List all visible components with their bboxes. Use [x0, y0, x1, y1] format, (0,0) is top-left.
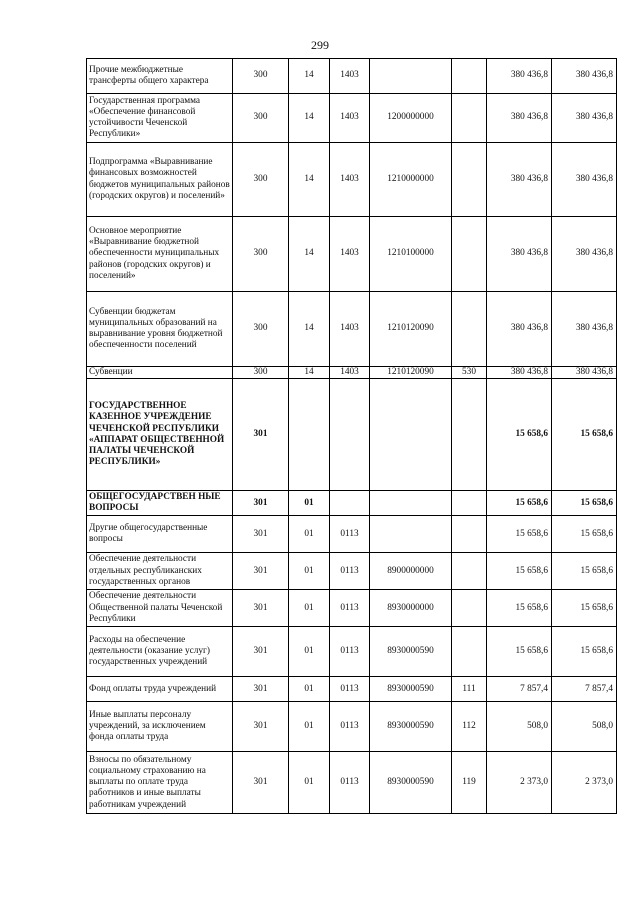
row-expense-type-code — [452, 94, 487, 143]
row-target-code: 1200000000 — [370, 94, 452, 143]
row-name: Обеспечение деятельности отдельных республиканских государственных органов — [87, 553, 233, 590]
row-name: Обеспечение деятельности Общественной палаты Чеченской Республики — [87, 590, 233, 627]
row-expense-type-code — [452, 553, 487, 590]
row-subsection-code: 1403 — [330, 367, 370, 379]
row-target-code: 1210120090 — [370, 367, 452, 379]
row-target-code: 1210100000 — [370, 217, 452, 292]
row-amount-2: 15 658,6 — [552, 516, 617, 553]
row-section-code: 01 — [289, 590, 330, 627]
row-amount-1: 7 857,4 — [487, 677, 552, 702]
row-amount-2: 380 436,8 — [552, 59, 617, 94]
row-subsection-code: 1403 — [330, 217, 370, 292]
row-name: Взносы по обязательному социальному страхованию на выплаты по оплате труда работников и иные выплаты работникам учреждений — [87, 752, 233, 814]
row-subsection-code: 0113 — [330, 702, 370, 752]
row-amount-2: 7 857,4 — [552, 677, 617, 702]
table-row — [87, 143, 617, 217]
table-row — [87, 516, 617, 553]
table-row — [87, 677, 617, 702]
row-name: Подпрограмма «Выравнивание финансовых возможностей бюджетов муниципальных районов (городских округов) и поселений» — [87, 143, 233, 217]
row-section-code: 01 — [289, 752, 330, 814]
row-name: Государственная программа «Обеспечение финансовой устойчивости Чеченской Республики» — [87, 94, 233, 143]
page-number: 299 — [311, 38, 329, 52]
row-ved-code: 300 — [233, 94, 289, 143]
row-amount-2: 15 658,6 — [552, 590, 617, 627]
row-target-code — [370, 491, 452, 516]
row-section-code: 01 — [289, 627, 330, 677]
row-subsection-code: 0113 — [330, 516, 370, 553]
row-name: Расходы на обеспечение деятельности (оказание услуг) государственных учреждений — [87, 627, 233, 677]
row-amount-1: 380 436,8 — [487, 292, 552, 367]
table-row — [87, 752, 617, 814]
table-row — [87, 59, 617, 94]
row-name: Фонд оплаты труда учреждений — [87, 677, 233, 702]
row-target-code: 8900000000 — [370, 553, 452, 590]
row-amount-2: 380 436,8 — [552, 292, 617, 367]
row-amount-2: 380 436,8 — [552, 367, 617, 379]
row-target-code: 8930000590 — [370, 702, 452, 752]
row-amount-1: 380 436,8 — [487, 143, 552, 217]
row-ved-code: 300 — [233, 292, 289, 367]
row-expense-type-code — [452, 59, 487, 94]
row-amount-1: 15 658,6 — [487, 553, 552, 590]
row-ved-code: 300 — [233, 143, 289, 217]
row-expense-type-code — [452, 292, 487, 367]
row-amount-1: 15 658,6 — [487, 491, 552, 516]
row-expense-type-code: 119 — [452, 752, 487, 814]
row-name: Субвенции бюджетам муниципальных образований на выравнивание уровня бюджетной обеспеченности поселений — [87, 292, 233, 367]
row-name: Основное мероприятие «Выравнивание бюджетной обеспеченности муниципальных районов (городских округов) и поселений» — [87, 217, 233, 292]
row-section-code: 14 — [289, 217, 330, 292]
row-name: Иные выплаты персоналу учреждений, за исключением фонда оплаты труда — [87, 702, 233, 752]
row-target-code: 1210120090 — [370, 292, 452, 367]
row-ved-code: 301 — [233, 677, 289, 702]
row-subsection-code: 1403 — [330, 143, 370, 217]
row-ved-code: 301 — [233, 752, 289, 814]
row-amount-2: 15 658,6 — [552, 553, 617, 590]
row-section-code: 14 — [289, 367, 330, 379]
row-name: Прочие межбюджетные трансферты общего характера — [87, 59, 233, 94]
row-target-code — [370, 516, 452, 553]
row-amount-1: 380 436,8 — [487, 217, 552, 292]
row-amount-1: 2 373,0 — [487, 752, 552, 814]
row-target-code: 8930000590 — [370, 752, 452, 814]
table-row — [87, 379, 617, 491]
row-ved-code: 301 — [233, 553, 289, 590]
row-subsection-code: 0113 — [330, 677, 370, 702]
row-amount-1: 15 658,6 — [487, 516, 552, 553]
table-row — [87, 590, 617, 627]
table-row — [87, 292, 617, 367]
row-expense-type-code — [452, 516, 487, 553]
row-subsection-code — [330, 379, 370, 491]
row-section-code: 01 — [289, 491, 330, 516]
row-amount-2: 380 436,8 — [552, 94, 617, 143]
row-ved-code: 300 — [233, 59, 289, 94]
row-target-code — [370, 59, 452, 94]
row-expense-type-code — [452, 590, 487, 627]
row-name: Другие общегосударственные вопросы — [87, 516, 233, 553]
row-amount-1: 508,0 — [487, 702, 552, 752]
row-section-code: 14 — [289, 292, 330, 367]
row-amount-1: 380 436,8 — [487, 94, 552, 143]
row-amount-1: 15 658,6 — [487, 627, 552, 677]
table-row — [87, 94, 617, 143]
row-section-code: 01 — [289, 677, 330, 702]
row-expense-type-code — [452, 143, 487, 217]
row-ved-code: 300 — [233, 367, 289, 379]
row-target-code — [370, 379, 452, 491]
row-subsection-code: 0113 — [330, 627, 370, 677]
row-section-code: 14 — [289, 59, 330, 94]
row-ved-code: 301 — [233, 491, 289, 516]
row-amount-1: 380 436,8 — [487, 367, 552, 379]
table-row — [87, 553, 617, 590]
row-amount-1: 380 436,8 — [487, 59, 552, 94]
row-expense-type-code: 111 — [452, 677, 487, 702]
row-ved-code: 301 — [233, 516, 289, 553]
row-target-code: 8930000590 — [370, 627, 452, 677]
row-section-code: 14 — [289, 94, 330, 143]
row-expense-type-code: 112 — [452, 702, 487, 752]
table-row — [87, 702, 617, 752]
row-amount-2: 15 658,6 — [552, 627, 617, 677]
table-row — [87, 627, 617, 677]
row-subsection-code: 1403 — [330, 94, 370, 143]
row-ved-code: 301 — [233, 702, 289, 752]
row-subsection-code: 0113 — [330, 590, 370, 627]
row-expense-type-code: 530 — [452, 367, 487, 379]
row-amount-2: 15 658,6 — [552, 379, 617, 491]
table-body — [87, 59, 617, 814]
row-ved-code: 301 — [233, 379, 289, 491]
row-subsection-code: 1403 — [330, 59, 370, 94]
row-section-code: 14 — [289, 143, 330, 217]
row-amount-2: 380 436,8 — [552, 217, 617, 292]
row-name: Субвенции — [87, 367, 233, 379]
row-section-code: 01 — [289, 553, 330, 590]
row-amount-1: 15 658,6 — [487, 379, 552, 491]
row-target-code: 8930000000 — [370, 590, 452, 627]
row-expense-type-code — [452, 627, 487, 677]
row-target-code: 8930000590 — [370, 677, 452, 702]
row-expense-type-code — [452, 491, 487, 516]
row-subsection-code: 0113 — [330, 553, 370, 590]
row-amount-1: 15 658,6 — [487, 590, 552, 627]
row-expense-type-code — [452, 217, 487, 292]
row-subsection-code: 1403 — [330, 292, 370, 367]
table-row — [87, 367, 617, 379]
row-section-code: 01 — [289, 702, 330, 752]
table-row — [87, 217, 617, 292]
row-ved-code: 301 — [233, 627, 289, 677]
row-ved-code: 301 — [233, 590, 289, 627]
row-amount-2: 380 436,8 — [552, 143, 617, 217]
row-name: ГОСУДАРСТВЕННОЕ КАЗЕННОЕ УЧРЕЖДЕНИЕ ЧЕЧЕНСКОЙ РЕСПУБЛИКИ «АППАРАТ ОБЩЕСТВЕННОЙ ПАЛАТЫ ЧЕЧЕНСКОЙ РЕСПУБЛИКИ» — [87, 379, 233, 491]
row-amount-2: 508,0 — [552, 702, 617, 752]
row-ved-code: 300 — [233, 217, 289, 292]
row-section-code — [289, 379, 330, 491]
row-amount-2: 15 658,6 — [552, 491, 617, 516]
row-subsection-code — [330, 491, 370, 516]
row-target-code: 1210000000 — [370, 143, 452, 217]
row-subsection-code: 0113 — [330, 752, 370, 814]
row-expense-type-code — [452, 379, 487, 491]
row-section-code: 01 — [289, 516, 330, 553]
table-row — [87, 491, 617, 516]
budget-table — [86, 58, 617, 814]
row-amount-2: 2 373,0 — [552, 752, 617, 814]
row-name: ОБЩЕГОСУДАРСТВЕН НЫЕ ВОПРОСЫ — [87, 491, 233, 516]
